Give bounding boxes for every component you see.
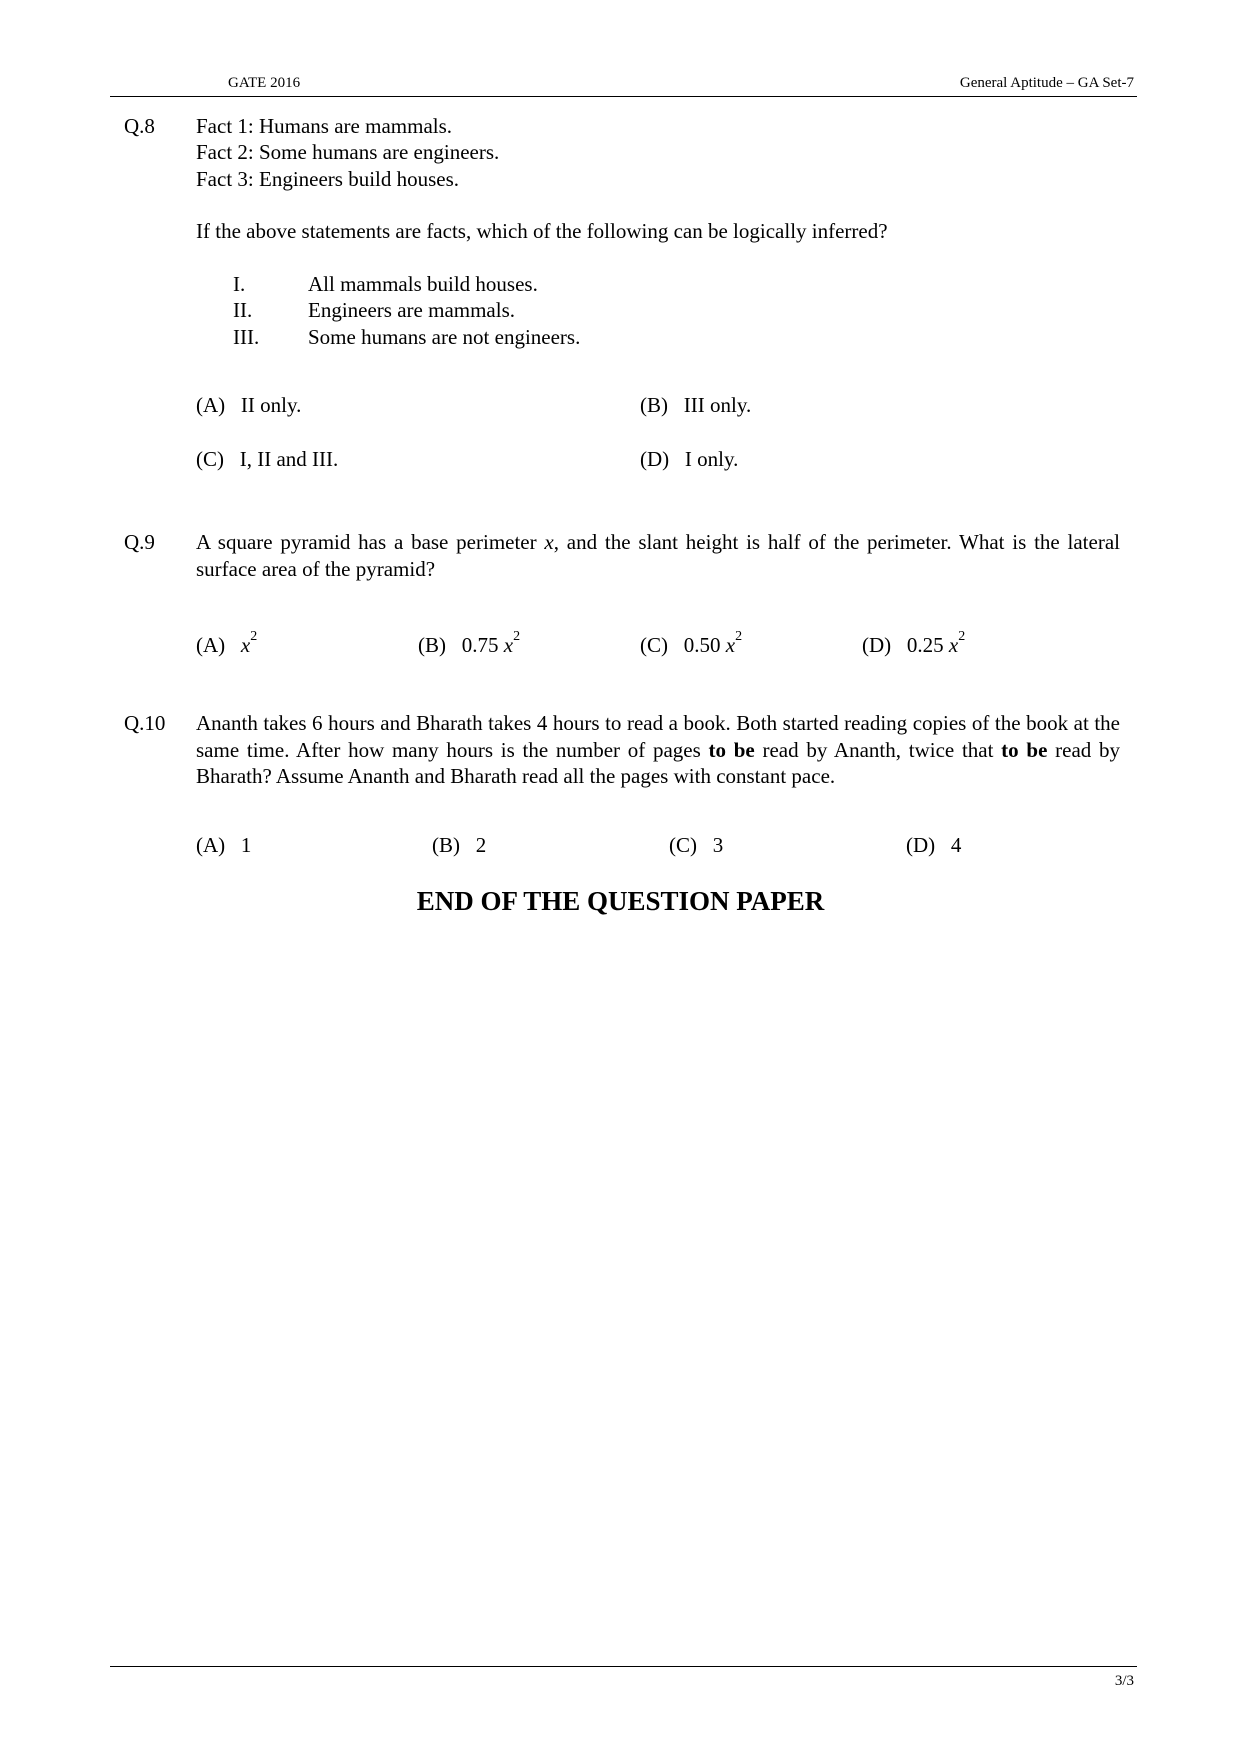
q9-text: A square pyramid has a base perimeter x, and the slant height is half of the perimeter. What is the lateral surface area of the pyramid?: [196, 530, 1120, 581]
option-label: (B): [432, 833, 460, 857]
q10-number: Q.10: [124, 711, 166, 735]
q8-statement-roman: III.: [233, 325, 260, 349]
q8-option-c[interactable]: [196, 446, 338, 472]
q8-option-b[interactable]: [640, 392, 751, 418]
q8-fact-1: Fact 1: Humans are mammals.: [196, 114, 453, 138]
q10-text: Ananth takes 6 hours and Bharath takes 4 hours to read a book. Both started reading copies of the book at the same time. After how many hours is the number of pages to be read by Ananth, twice that to be read by Bharath? Assume Ananth and Bharath read all the pages with constant pace.: [196, 711, 1121, 788]
option-label: (D): [906, 833, 936, 857]
q8-option-d[interactable]: [640, 446, 738, 472]
option-text: 2: [475, 833, 487, 857]
q8-statement-roman: I.: [233, 272, 246, 296]
option-text: I only.: [684, 447, 739, 471]
option-text: I, II and III.: [239, 447, 339, 471]
q8-prompt: If the above statements are facts, which of the following can be logically inferred?: [196, 219, 888, 243]
q8-option-a[interactable]: [196, 392, 301, 418]
option-label: (A): [196, 833, 226, 857]
q8-statement-text: All mammals build houses.: [308, 272, 538, 296]
q8-number: Q.8: [124, 114, 155, 138]
q10-option-c[interactable]: [669, 832, 723, 858]
page-number: 3/3: [1114, 1673, 1134, 1689]
option-label: (B): [640, 393, 668, 417]
q10-option-d[interactable]: [906, 832, 961, 858]
footer-rule: [110, 1666, 1137, 1667]
option-label: (C): [640, 633, 668, 657]
q9-option-c[interactable]: (C) 0.50 $x^2$: [640, 629, 743, 657]
option-text: 4: [950, 833, 962, 857]
option-label: (A): [196, 633, 226, 657]
q8-statement-text: Some humans are not engineers.: [308, 325, 581, 349]
header-rule: [110, 96, 1137, 97]
option-label: (C): [669, 833, 697, 857]
option-label: (B): [418, 633, 446, 657]
q9-option-b[interactable]: (B) 0.75 $x^2$: [418, 629, 521, 657]
option-label: (D): [640, 447, 670, 471]
q8-statement-roman: II.: [233, 298, 253, 322]
option-text: 3: [712, 833, 724, 857]
option-text: II only.: [240, 393, 302, 417]
q8-fact-2: Fact 2: Some humans are engineers.: [196, 140, 500, 164]
q10-option-b[interactable]: [432, 832, 486, 858]
header-right: General Aptitude – GA Set-7: [959, 75, 1134, 91]
header-left: GATE 2016: [228, 75, 301, 91]
q10-option-a[interactable]: [196, 832, 251, 858]
option-text: 1: [240, 833, 252, 857]
q8-statement-text: Engineers are mammals.: [308, 298, 516, 322]
option-label: (C): [196, 447, 224, 471]
option-label: (D): [862, 633, 892, 657]
q9-option-a[interactable]: (A) $x^2$: [196, 629, 258, 657]
q8-fact-3: Fact 3: Engineers build houses.: [196, 167, 460, 191]
q9-number: Q.9: [124, 530, 155, 554]
end-of-paper-heading: END OF THE QUESTION PAPER: [416, 886, 825, 916]
option-label: (A): [196, 393, 226, 417]
q9-option-d[interactable]: (D) 0.25 $x^2$: [862, 629, 966, 657]
option-text: III only.: [683, 393, 752, 417]
